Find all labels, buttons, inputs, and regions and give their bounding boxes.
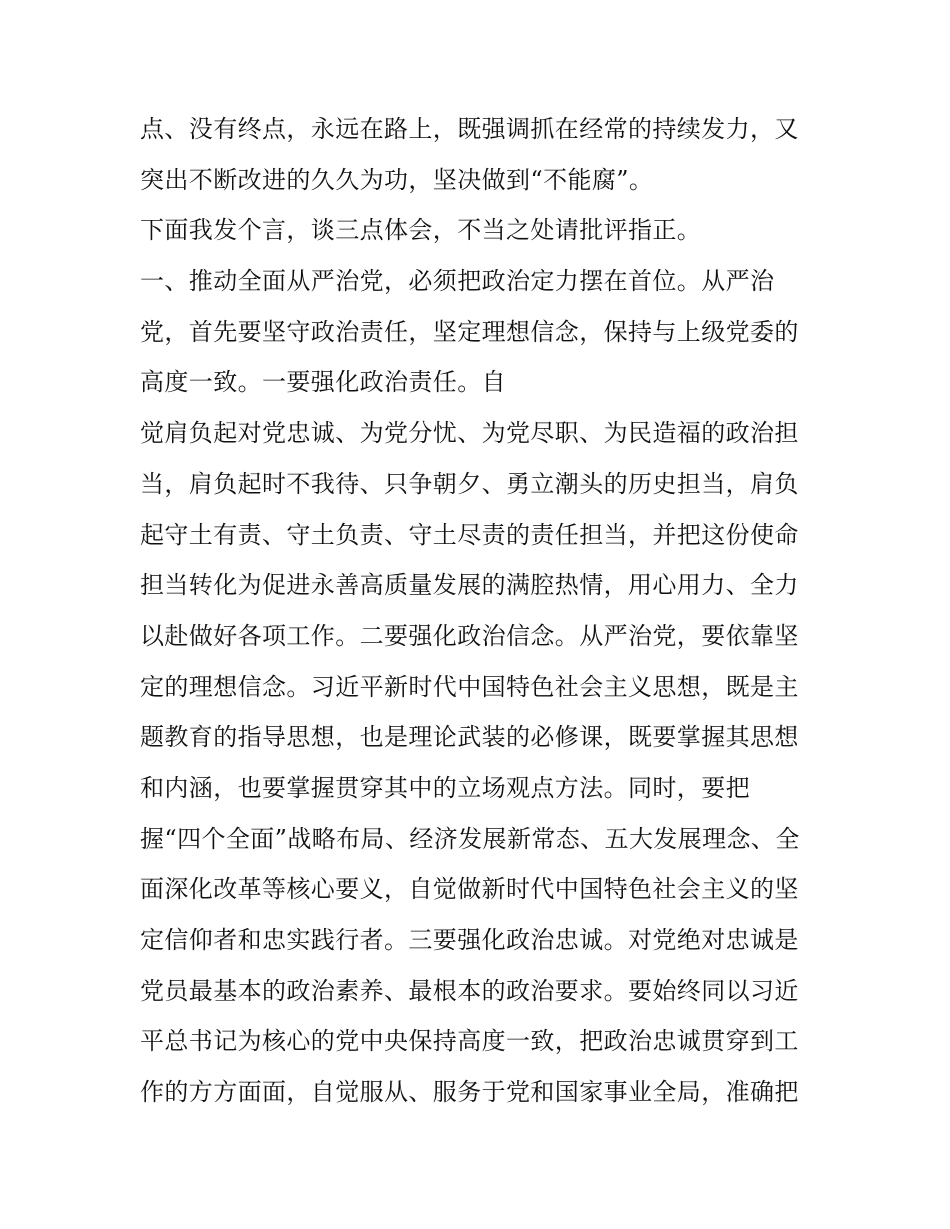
text-line: 当，肩负起时不我待、只争朝夕、勇立潮头的历史担当，肩负 <box>140 469 799 498</box>
text-line: 和内涵，也要掌握贯穿其中的立场观点方法。同时，要把 <box>140 773 750 802</box>
text-line: 担当转化为促进永善高质量发展的满腔热情，用心用力、全力 <box>140 571 799 600</box>
text-line: 题教育的指导思想，也是理论武装的必修课，既要掌握其思想 <box>140 723 799 752</box>
text-line: 平总书记为核心的党中央保持高度一致，把政治忠诚贯穿到工 <box>140 1027 799 1056</box>
text-line: 面深化改革等核心要义，自觉做新时代中国特色社会主义的坚 <box>140 875 799 904</box>
text-line: 点、没有终点，永远在路上，既强调抓在经常的持续发力，又 <box>140 115 799 143</box>
text-line: 定的理想信念。习近平新时代中国特色社会主义思想，既是主 <box>140 672 799 701</box>
text-line: 下面我发个言，谈三点体会，不当之处请批评指正。 <box>140 216 702 245</box>
text-line: 一、推动全面从严治党，必须把政治定力摆在首位。从严治 <box>140 267 775 296</box>
text-line: 起守土有责、守土负责、守土尽责的责任担当，并把这份使命 <box>140 520 799 549</box>
text-line: 以赴做好各项工作。二要强化政治信念。从严治党，要依靠坚 <box>140 621 799 650</box>
text-line: 高度一致。一要强化政治责任。自 <box>140 368 506 397</box>
text-line: 党，首先要坚守政治责任，坚定理想信念，保持与上级党委的 <box>140 317 799 346</box>
text-line: 定信仰者和忠实践行者。三要强化政治忠诚。对党绝对忠诚是 <box>140 926 799 954</box>
body-text <box>140 104 820 1118</box>
text-line: 握“四个全面”战略布局、经济发展新常态、五大发展理念、全 <box>140 824 800 853</box>
text-line: 突出不断改进的久久为功，坚决做到“不能腐”。 <box>140 165 654 194</box>
text-line: 作的方方面面，自觉服从、服务于党和国家事业全局，准确把 <box>140 1078 799 1107</box>
text-line: 党员最基本的政治素养、最根本的政治要求。要始终同以习近 <box>140 976 799 1005</box>
text-line: 觉肩负起对党忠诚、为党分忧、为党尽职、为民造福的政治担 <box>140 419 799 448</box>
